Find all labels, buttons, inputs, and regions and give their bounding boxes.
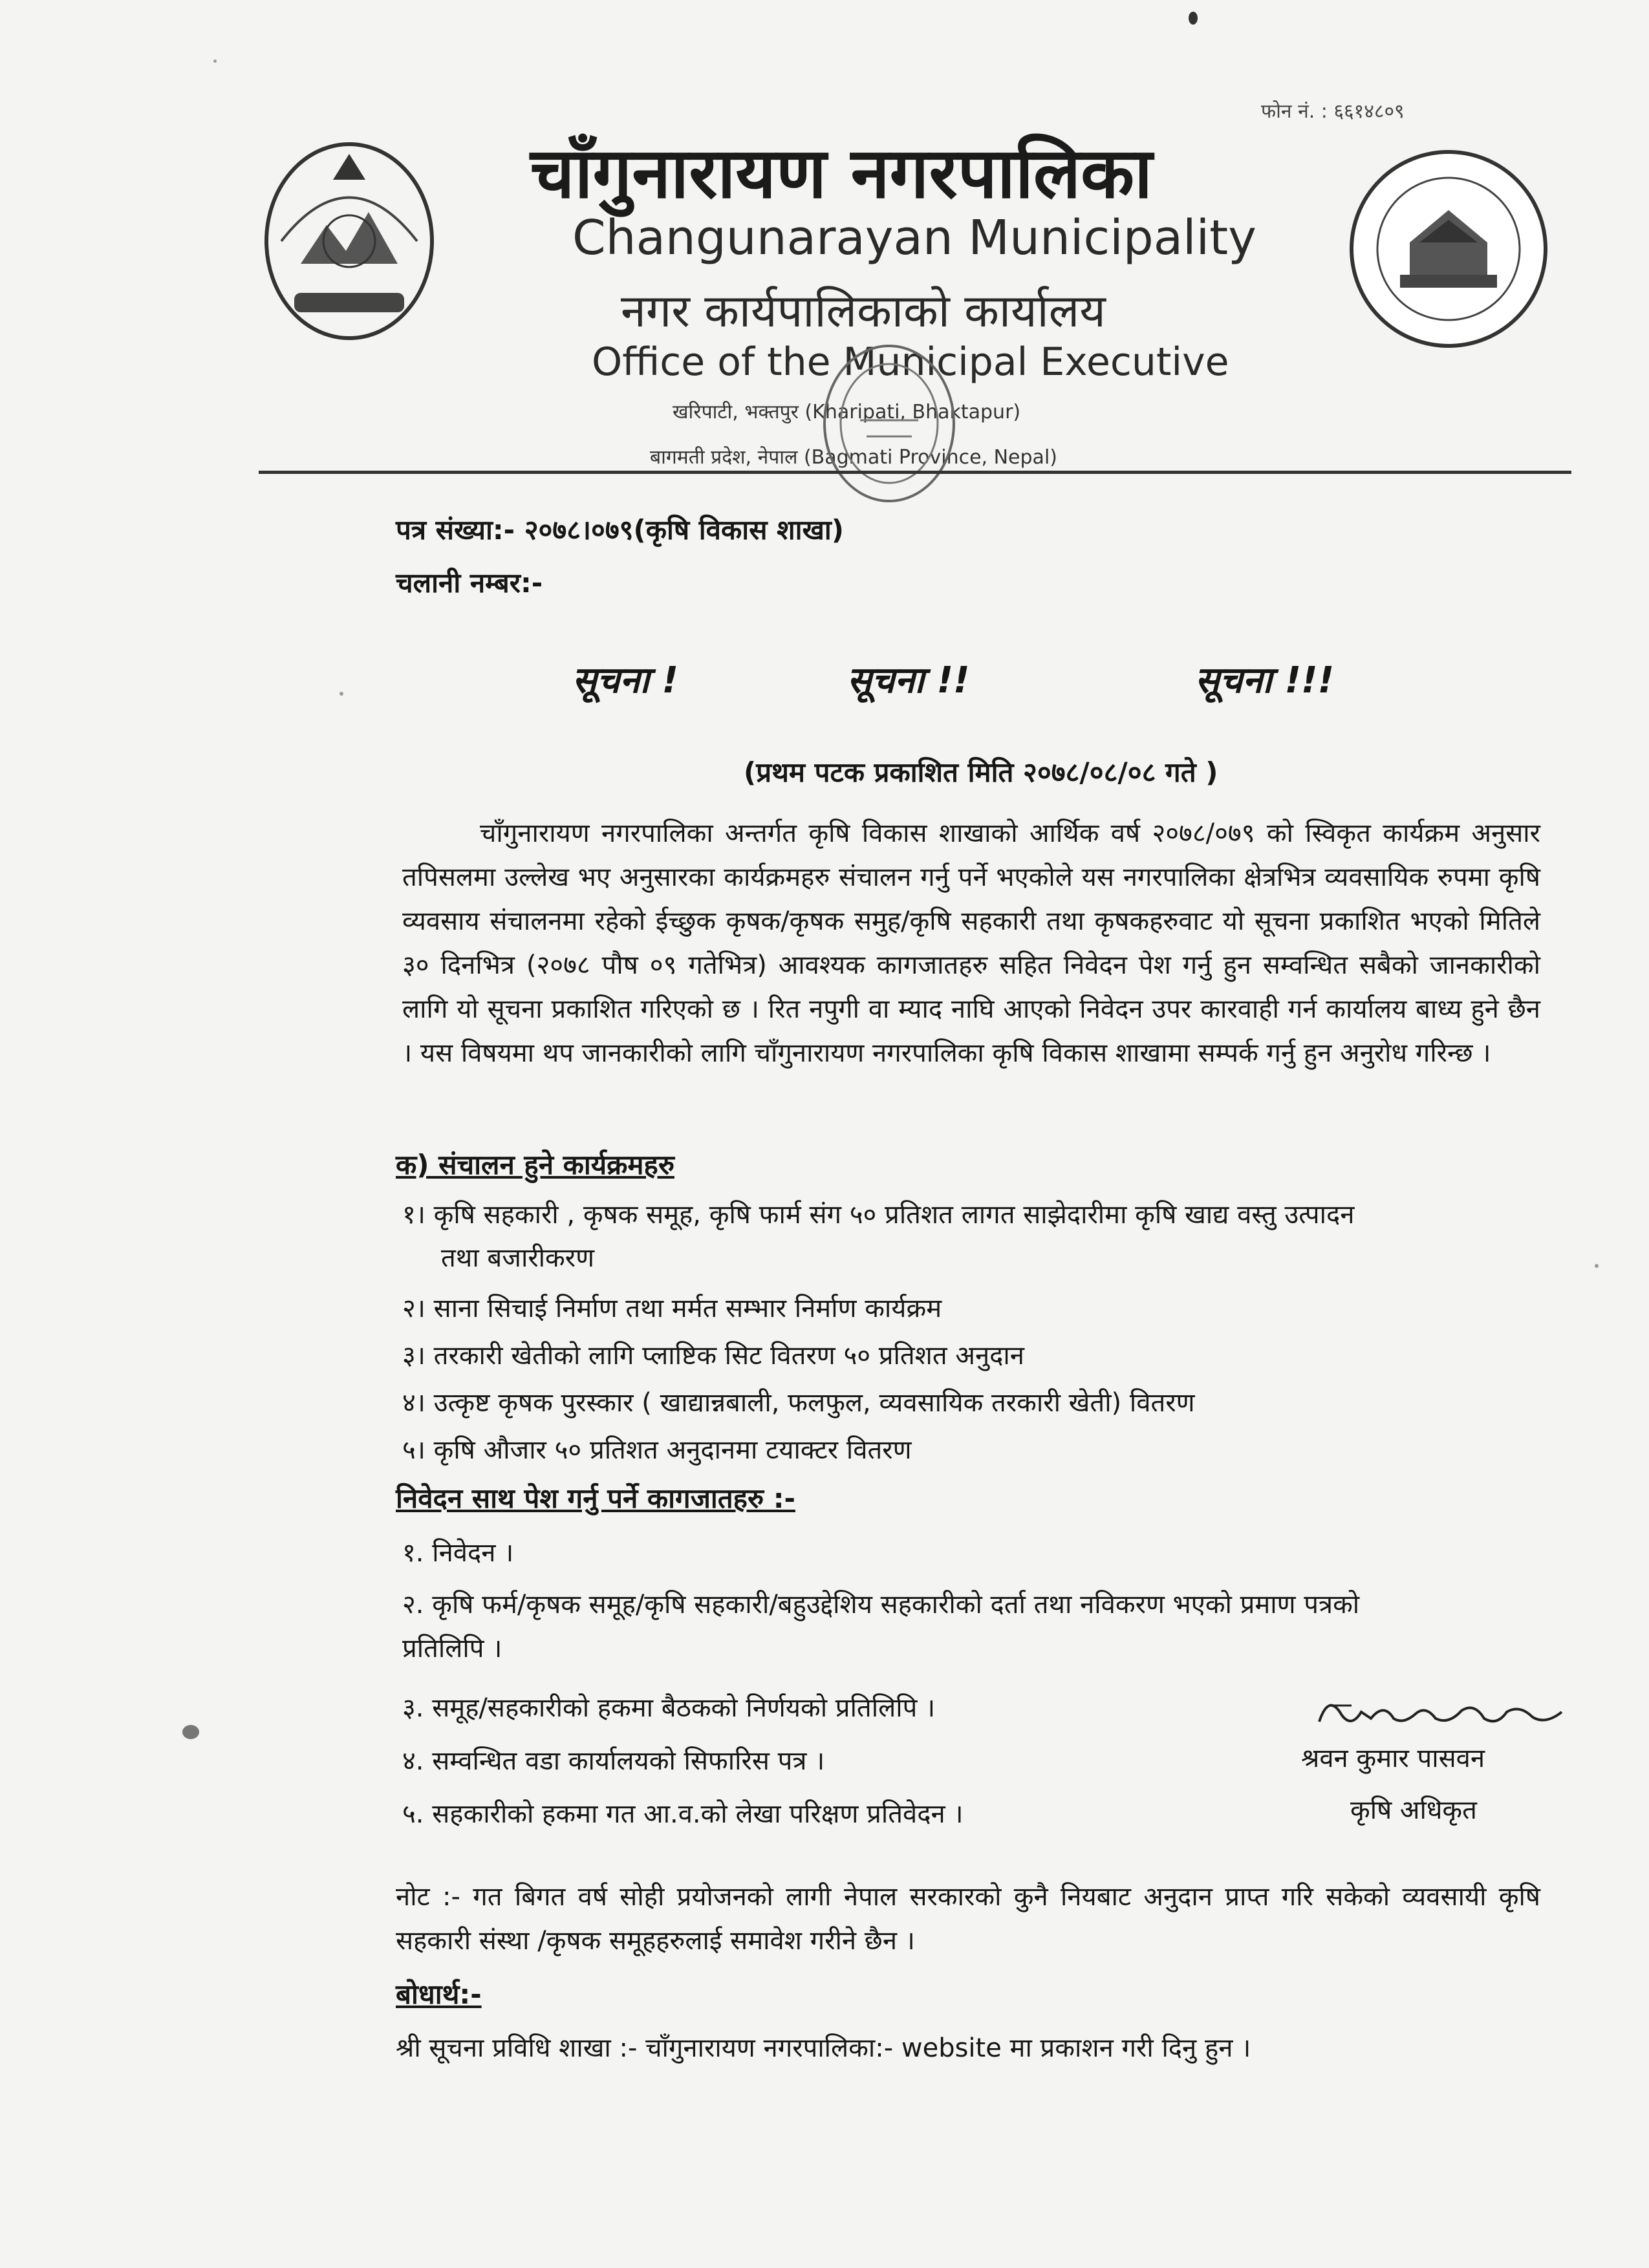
document-item: २. कृषि फर्म/कृषक समूह/कृषि सहकारी/बहुउद्देशिय सहकारीको दर्ता तथा नविकरण भएको प्रमाण पत्रको (402, 1590, 1360, 1620)
bodhartha-text: श्री सूचना प्रविधि शाखा :- चाँगुनारायण नगरपालिका:- website मा प्रकाशन गरी दिनु हुन । (396, 2033, 1251, 2063)
municipality-seal-icon (1345, 145, 1552, 352)
municipality-title-nepali: चाँगुनारायण नगरपालिका (530, 133, 1153, 214)
signatory-name: श्रवन कुमार पासवन (1301, 1744, 1485, 1773)
program-item: १। कृषि सहकारी , कृषक समूह, कृषि फार्म संग ५० प्रतिशत लागत साझेदारीमा कृषि खाद्य वस्तु उत्पादन (402, 1200, 1355, 1230)
program-item: ४। उत्कृष्ट कृषक पुरस्कार ( खाद्यान्नबाली, फलफुल, व्यवसायिक तरकारी खेती) वितरण (402, 1388, 1195, 1418)
scan-speck (339, 692, 343, 696)
address-line-1: खरिपाटी, भक्तपुर (Kharipati, Bhaktapur) (673, 401, 1021, 423)
office-title-english: Office of the Municipal Executive (592, 339, 1229, 385)
nepal-emblem-icon (255, 128, 443, 354)
notice-heading-1: सूचना ! (572, 659, 679, 701)
municipality-title-english: Changunarayan Municipality (572, 210, 1256, 266)
notice-body: चाँगुनारायण नगरपालिका अन्तर्गत कृषि विकास शाखाको आर्थिक वर्ष २०७८/०७९ को स्विकृत कार्यक्रम अनुसार तपिसलमा उल्लेख भए अनुसारका कार्यक्रमहरु संचालन गर्नु पर्ने भएकोले यस नगरपालिका क्षेत्रभित्र व्यवसायिक रुपमा कृषि व्यवसाय संचालनमा रहेको ईच्छुक कृषक/कृषक समुह/कृषि सहकारी तथा कृषकहरुवाट यो सूचना प्रकाशित भएको मितिले ३० दिनभित्र (२०७८ पौष ०९ गतेभित्र) आवश्यक कागजातहरु सहित निवेदन पेश गर्नु हुन सम्वन्धित सबैको जानकारीको लागि यो सूचना प्रकाशित गरिएको छ । रित नपुगी वा म्याद नाघि आएको निवेदन उपर कारवाही गर्न कार्यालय बाध्य हुने छैन । यस विषयमा थप जानकारीको लागि चाँगुनारायण नगरपालिका कृषि विकास शाखामा सम्पर्क गर्नु हुन अनुरोध गरिन्छ । (402, 818, 1540, 1068)
program-item: २। साना सिचाई निर्माण तथा मर्मत सम्भार निर्माण कार्यक्रम (402, 1294, 942, 1323)
document-item: ५. सहकारीको हकमा गत आ.व.को लेखा परिक्षण प्रतिवेदन । (402, 1799, 964, 1829)
document-item: १. निवेदन । (402, 1538, 514, 1568)
program-item: ५। कृषि औजार ५० प्रतिशत अनुदानमा टयाक्टर वितरण (402, 1435, 912, 1465)
signatory-title: कृषि अधिकृत (1350, 1795, 1477, 1825)
document-item: ३. समूह/सहकारीको हकमा बैठकको निर्णयको प्रतिलिपि । (402, 1693, 936, 1723)
notice-heading-3: सूचना !!! (1195, 659, 1335, 701)
scan-speck (182, 1725, 199, 1739)
handwritten-signature (1313, 1686, 1571, 1738)
address-line-2: बागमती प्रदेश, नेपाल (Bagmati Province, Nepal) (650, 446, 1057, 469)
document-item: ४. सम्वन्धित वडा कार्यालयको सिफारिस पत्र । (402, 1746, 825, 1776)
dispatch-number: चलानी नम्बर:- (396, 567, 543, 599)
document-item: प्रतिलिपि । (402, 1634, 502, 1664)
phone-number: फोन नं. : ६६१४८०९ (1261, 100, 1405, 123)
scan-speck (1595, 1264, 1599, 1268)
documents-heading: निवेदन साथ पेश गर्नु पर्ने कागजातहरु :- (396, 1482, 795, 1514)
scan-speck (1189, 12, 1198, 25)
program-item: तथा बजारीकरण (441, 1243, 595, 1273)
publication-date: (प्रथम पटक प्रकाशित मिति २०७८/०८/०८ गते ) (744, 756, 1218, 788)
header-divider (259, 471, 1571, 474)
note-text: नोट :- गत बिगत वर्ष सोही प्रयोजनको लागी नेपाल सरकारको कुनै नियबाट अनुदान प्राप्त गरि सकेको व्यवसायी कृषि सहकारी संस्था /कृषक समूहहरुलाई समावेश गरीने छैन । (396, 1882, 1540, 1956)
notice-heading-2: सूचना !! (847, 659, 970, 701)
office-title-nepali: नगर कार्यपालिकाको कार्यालय (621, 284, 1106, 337)
bodhartha-heading: बोधार्थ:- (396, 1978, 482, 2010)
office-stamp-icon (815, 336, 964, 511)
letter-number: पत्र संख्या:- २०७८।०७९(कृषि विकास शाखा) (396, 514, 844, 546)
scan-speck (213, 59, 217, 63)
program-item: ३। तरकारी खेतीको लागि प्लाष्टिक सिट वितरण ५० प्रतिशत अनुदान (402, 1341, 1024, 1371)
programs-heading: क) संचालन हुने कार्यक्रमहरु (396, 1149, 674, 1181)
